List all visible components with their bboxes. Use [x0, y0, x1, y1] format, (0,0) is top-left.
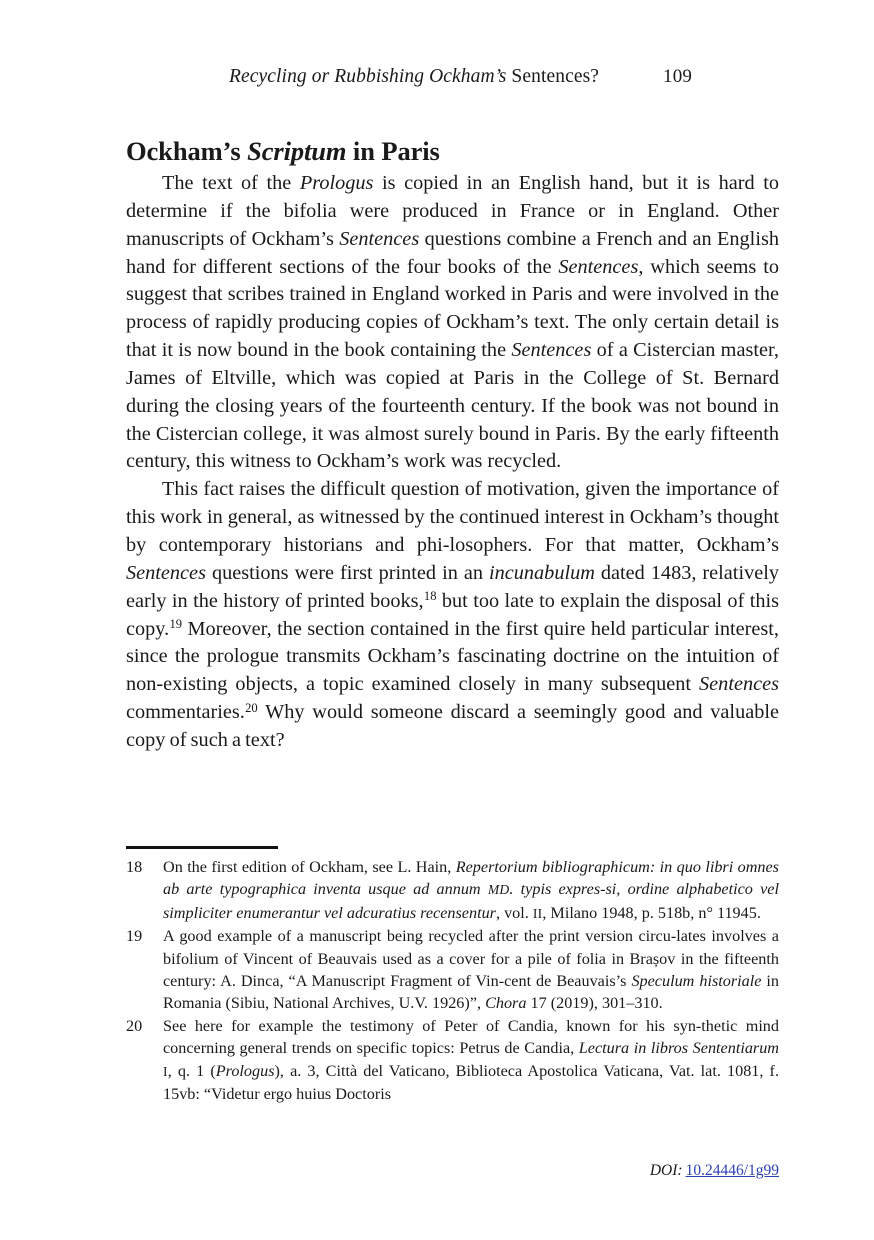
doi-link[interactable]: 10.24446/1g99: [685, 1162, 779, 1179]
footnote-separator-rule: [126, 846, 278, 849]
doi-line: [126, 1162, 779, 1180]
page-content: [126, 0, 779, 1240]
running-head-title-italic: Recycling or Rubbishing Ockham’s: [229, 66, 512, 87]
section-heading: [126, 136, 779, 168]
running-head: [126, 66, 779, 92]
doi-label: DOI:: [649, 1162, 683, 1179]
running-head-title-roman: Sentences?: [511, 66, 600, 87]
footnote-text: See here for example the testimony of Peter of Candia, known for his syn-​thetic mind concerning general trends on specific topics: Petrus de Candia, Lectura in libros Sententiarum I, q. 1 (Prologus), a. 3, Città del Vaticano, Biblioteca Apostolica Vaticana, Vat. lat. 1081, f. 15vb: “Videtur ergo huius Doctoris: [163, 1016, 779, 1104]
footnote-item: [126, 856, 779, 925]
section-heading-italic: Scriptum: [247, 135, 347, 166]
running-head-title: [229, 66, 599, 88]
body-text: [126, 170, 779, 755]
paragraph: The text of the Prologus is copied in an English hand, but it is hard to determine if the bifolia were produced in France or in England. Other manuscripts of Ockham’s Sentences questions combine a French and an English hand for different sections of the four books of the Sentences, which seems to suggest that scribes trained in England worked in Paris and were involved in the process of rapidly producing copies of Ockham’s text. The only certain detail is that it is now bound in the book containing the Sentences of a Cistercian master, James of Eltville, which was copied at Paris in the College of St. Bernard during the closing years of the fourteenth century. If the book was not bound in the Cistercian college, it was almost surely bound in Paris. By the early fifteenth century, this witness to Ockham’s work was recycled.: [126, 172, 779, 473]
footnote-text: A good example of a manuscript being recycled after the print version circu-​lates involves a bifolium of Vincent of Beauvais used as a cover for a pile of folia in Brașov in the fifteenth century: A. Dinca, “A Manuscript Fragment of Vin-​cent de Beauvais’s Speculum historiale in Romania (Sibiu, National Archives, U.V. 1926)”, Chora 17 (2019), 301–310.: [163, 927, 779, 1013]
footnote-text: On the first edition of Ockham, see L. Hain, Repertorium bibliographicum: in quo libri omnes ab arte typographica inventa usque ad annum MD. typis expres-​si, ordine alphabetico vel simpliciter enumerantur vel adcuratius recensentur, vol. II, Milano 1948, p. 518b, n° 11945.: [163, 858, 779, 922]
footnote-number: 20: [126, 1016, 143, 1035]
footnote-item: [126, 1015, 779, 1106]
footnote-list: [126, 856, 779, 1105]
paragraph: This fact raises the difficult question of motivation, given the importance of this work in general, as witnessed by the continued interest in Ockham’s thought by contemporary historians and phi-​losophers. For that matter, Ockham’s Sentences questions were first printed in an incunabulum dated 1483, relatively early in the history of printed books,$^{18}$ but too late to explain the disposal of this copy.$^{19}$ Moreover, the section contained in the first quire held particular interest, since the prologue transmits Ockham’s fascinating doctrine on the intuition of non-​existing objects, a topic examined closely in many subsequent Sentences commentaries.$^{20}$ Why would someone discard a seemingly good and valuable copy of such a text?: [126, 478, 780, 751]
footnote-number: 18: [126, 858, 143, 876]
section-heading-after: in Paris: [346, 135, 440, 166]
page-number: 109: [663, 66, 693, 87]
section-heading-before: Ockham’s: [126, 135, 248, 166]
footnote-number: 19: [126, 927, 143, 946]
footnote-item: [126, 925, 779, 1015]
